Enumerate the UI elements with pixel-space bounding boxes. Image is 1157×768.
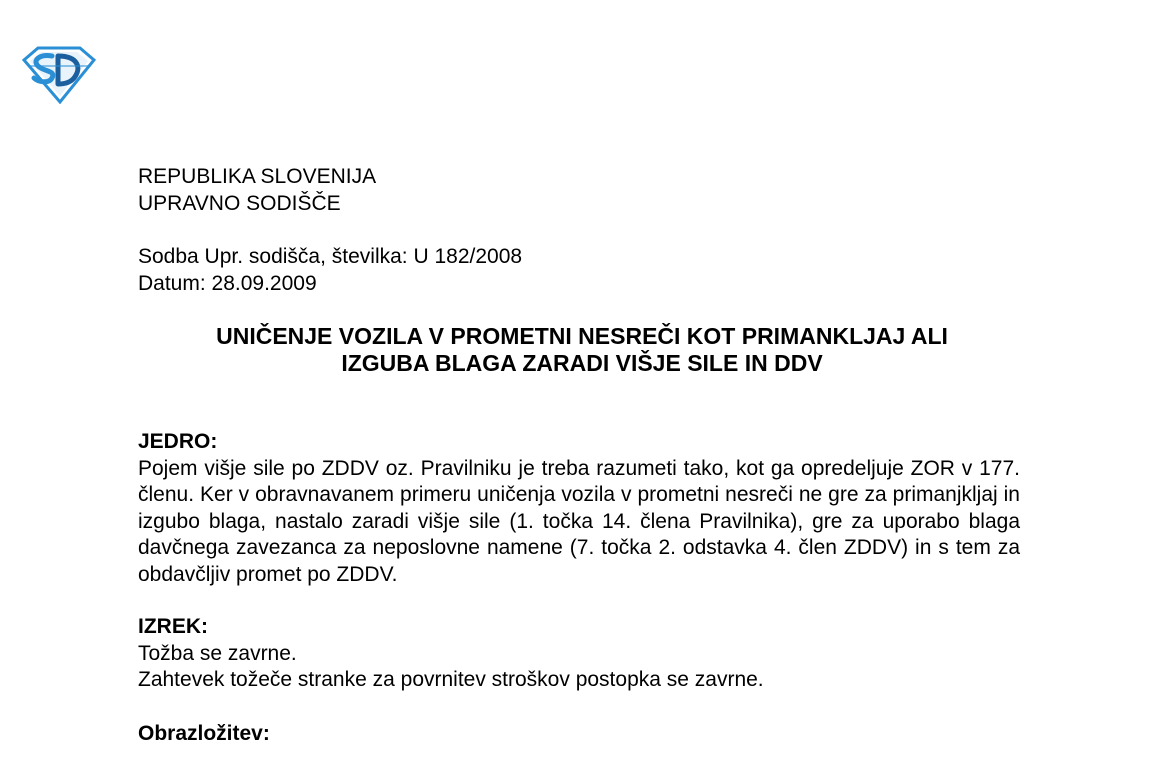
title-line-2: IZGUBA BLAGA ZARADI VIŠJE SILE IN DDV — [341, 350, 823, 376]
izrek-heading: IZREK: — [138, 615, 208, 638]
izrek-line-2: Zahtevek tožeče stranke za povrnitev stroškov postopka se zavrne. — [138, 668, 764, 691]
court-name: UPRAVNO SODIŠČE — [138, 191, 341, 215]
obrazlozitev-heading: Obrazložitev: — [138, 721, 270, 745]
jedro-heading: JEDRO: — [138, 430, 218, 453]
case-number: Sodba Upr. sodišča, številka: U 182/2008 — [138, 245, 523, 268]
title-line-1: UNIČENJE VOZILA V PROMETNI NESREČI KOT PRIMANKLJAJ ALI — [216, 323, 948, 349]
document-header — [138, 164, 1020, 217]
document-title — [144, 323, 1020, 377]
izrek-line-1: Tožba se zavrne. — [138, 641, 297, 665]
country-name: REPUBLIKA SLOVENIJA — [138, 165, 377, 188]
izrek-section — [138, 614, 1020, 694]
jedro-text: Pojem višje sile po ZDDV oz. Pravilniku je treba razumeti tako, kot ga opredeljuje ZOR v 177. členu. Ker v obravnavanem primeru uničenja vozila v prometni nesreči ne gre za primanjkljaj in izgubo blaga, nastalo zaradi višje sile (1. točka 14. člena Pravilnika), gre za uporabo blaga davčnega zavezanca za neposlovne namene (7. točka 2. odstavka 4. člen ZDDV) in s tem za obdavčljiv promet po ZDDV. — [138, 456, 1020, 586]
jedro-section — [138, 429, 1020, 588]
document-body — [138, 164, 1020, 768]
court-logo-icon — [22, 46, 96, 104]
case-date: Datum: 28.09.2009 — [138, 271, 317, 295]
case-reference — [138, 244, 1020, 297]
